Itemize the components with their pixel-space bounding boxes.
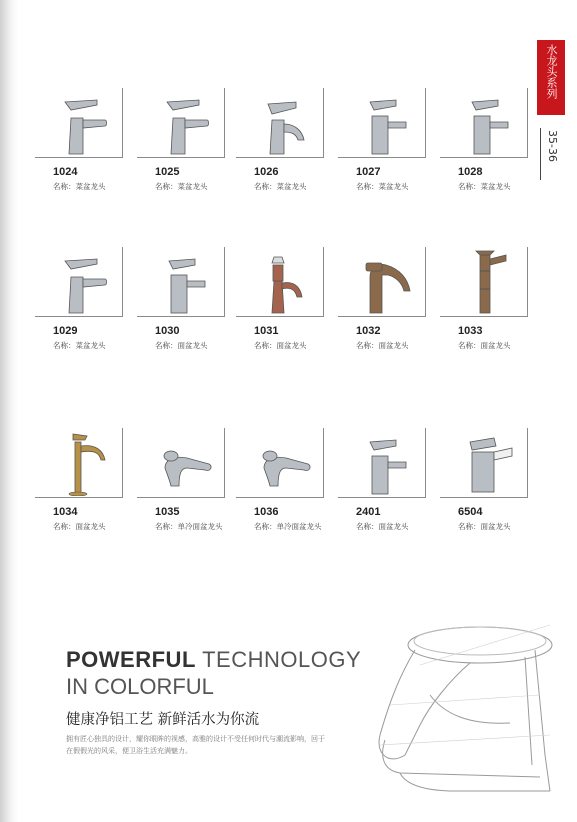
frame-line: [440, 157, 528, 158]
product-name: 名称：面盆龙头: [356, 522, 409, 531]
headline-bold: POWERFUL: [66, 647, 196, 672]
product-code: 1029: [53, 325, 78, 337]
product-code: 1028: [458, 166, 483, 178]
frame-line: [236, 316, 324, 317]
product-code: 1034: [53, 506, 78, 518]
product-name: 名称：面盆龙头: [254, 341, 307, 350]
product-card: [236, 247, 331, 367]
product-card: [35, 428, 130, 548]
faucet-image: [450, 88, 520, 156]
headline: [66, 647, 361, 673]
frame-line: [527, 428, 528, 498]
product-name: 名称：单冷面盆龙头: [254, 522, 322, 531]
frame-line: [425, 428, 426, 498]
product-code: 1032: [356, 325, 381, 337]
product-name: 名称：面盆龙头: [356, 341, 409, 350]
headline-rest: TECHNOLOGY: [202, 647, 362, 672]
product-card: [338, 88, 433, 208]
frame-line: [323, 247, 324, 317]
frame-line: [440, 316, 528, 317]
frame-line: [122, 428, 123, 498]
product-card: [236, 88, 331, 208]
product-name: 名称：菜盆龙头: [155, 182, 208, 191]
frame-line: [323, 88, 324, 158]
faucet-image: [450, 247, 520, 315]
faucet-image: [45, 88, 115, 156]
frame-line: [122, 88, 123, 158]
frame-line: [224, 88, 225, 158]
series-title: 水龙头系列: [545, 44, 558, 99]
frame-line: [35, 157, 123, 158]
description: 拥有匠心独具的设计，耀你眼眸的视感，高雅的设计不受任何时代与潮流影响，回于在假假光的风采，便卫浴生活充满魅力。: [66, 735, 325, 755]
slogan: 健康净铝工艺 新鲜活水为你流: [66, 712, 260, 728]
faucet-image: [45, 428, 115, 496]
product-name: 名称：面盆龙头: [458, 522, 511, 531]
product-code: 1024: [53, 166, 78, 178]
faucet-image: [450, 428, 520, 496]
frame-line: [224, 247, 225, 317]
product-name: 名称：菜盆龙头: [53, 182, 106, 191]
product-code: 1036: [254, 506, 279, 518]
faucet-image: [246, 428, 316, 496]
product-card: [137, 88, 232, 208]
frame-line: [323, 428, 324, 498]
faucet-image: [45, 247, 115, 315]
faucet-image: [246, 88, 316, 156]
product-card: [338, 247, 433, 367]
product-code: 1031: [254, 325, 279, 337]
product-card: [137, 428, 232, 548]
faucet-image: [348, 247, 418, 315]
frame-line: [236, 497, 324, 498]
frame-line: [425, 88, 426, 158]
product-code: 1026: [254, 166, 279, 178]
faucet-image: [246, 247, 316, 315]
frame-line: [527, 88, 528, 158]
product-card: [137, 247, 232, 367]
faucet-image: [147, 88, 217, 156]
faucet-image: [348, 88, 418, 156]
frame-line: [35, 316, 123, 317]
faucet-image: [147, 428, 217, 496]
product-name: 名称：面盆龙头: [53, 522, 106, 531]
product-code: 1027: [356, 166, 381, 178]
product-name: 名称：面盆龙头: [458, 341, 511, 350]
product-name: 名称：菜盆龙头: [53, 341, 106, 350]
frame-line: [35, 497, 123, 498]
product-card: [236, 428, 331, 548]
product-name: 名称：菜盆龙头: [254, 182, 307, 191]
frame-line: [440, 497, 528, 498]
frame-line: [425, 247, 426, 317]
product-card: [35, 247, 130, 367]
faucet-image: [147, 247, 217, 315]
product-code: 1030: [155, 325, 180, 337]
frame-line: [122, 247, 123, 317]
frame-line: [137, 316, 225, 317]
product-code: 2401: [356, 506, 381, 518]
frame-line: [224, 428, 225, 498]
product-card: [440, 247, 535, 367]
faucet-sketch-illustration: [360, 605, 560, 795]
frame-line: [338, 316, 426, 317]
product-card: [440, 88, 535, 208]
headline-line2: IN COLORFUL: [66, 674, 214, 699]
frame-line: [527, 247, 528, 317]
product-name: 名称：面盆龙头: [155, 341, 208, 350]
product-code: 1033: [458, 325, 483, 337]
frame-line: [338, 157, 426, 158]
product-card: [35, 88, 130, 208]
product-code: 1035: [155, 506, 180, 518]
frame-line: [137, 497, 225, 498]
product-code: 1025: [155, 166, 180, 178]
product-code: 6504: [458, 506, 483, 518]
product-name: 名称：单冷面盆龙头: [155, 522, 223, 531]
faucet-image: [348, 428, 418, 496]
product-name: 名称：菜盆龙头: [458, 182, 511, 191]
product-name: 名称：菜盆龙头: [356, 182, 409, 191]
product-card: [338, 428, 433, 548]
frame-line: [338, 497, 426, 498]
frame-line: [137, 157, 225, 158]
page-numbers: 35-36: [546, 130, 559, 162]
frame-line: [236, 157, 324, 158]
product-card: [440, 428, 535, 548]
